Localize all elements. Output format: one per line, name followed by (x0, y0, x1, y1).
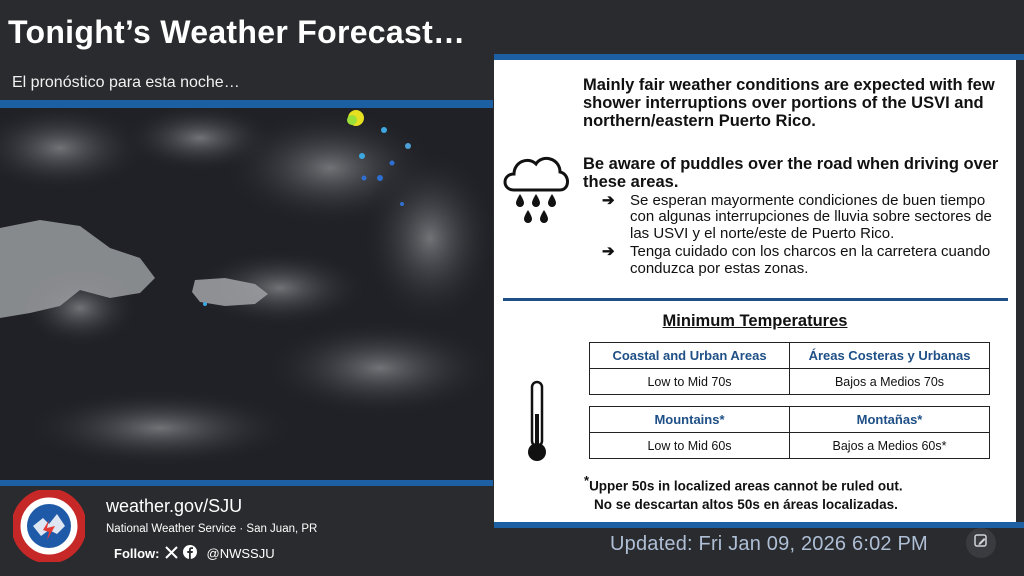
follow-label: Follow: (114, 546, 160, 561)
coastal-header-en: Coastal and Urban Areas (590, 343, 790, 369)
mountain-header-es: Montañas* (790, 407, 990, 433)
nws-logo (13, 490, 85, 562)
edit-button[interactable] (966, 528, 996, 558)
min-temps-title: Minimum Temperatures (662, 312, 848, 330)
forecast-panel (494, 60, 1016, 522)
page-title: Tonight’s Weather Forecast… (8, 14, 466, 50)
social-follow (114, 545, 275, 562)
updated-timestamp: Updated: Fri Jan 09, 2026 6:02 PM (610, 533, 928, 555)
footnote (584, 472, 1004, 514)
coastal-value-es: Bajos a Medios 70s (790, 369, 990, 395)
footnote-mark: * (584, 473, 590, 488)
coastal-temps-table (589, 342, 990, 395)
forecast-lead: Mainly fair weather conditions are expected with few shower interruptions over portions of the USVI and northern/eastern Puerto Rico. (583, 76, 995, 130)
facebook-icon[interactable] (183, 545, 197, 562)
arrow-right-icon: ➔ (602, 192, 615, 209)
mountain-value-es: Bajos a Medios 60s* (790, 433, 990, 459)
edit-icon (973, 533, 989, 554)
list-item (602, 193, 1002, 242)
org-name: National Weather Service · San Juan, PR (106, 523, 318, 535)
mountain-temps-table (589, 406, 990, 459)
mountain-value-en: Low to Mid 60s (590, 433, 790, 459)
website-link[interactable]: weather.gov/SJU (106, 496, 243, 516)
spanish-bullets (602, 193, 1002, 279)
bullet-text: Se esperan mayormente condiciones de buen tiempo con algunas interrupciones de lluvia sobre sectores de las USVI y el norte/este de Puerto Rico. (630, 192, 992, 242)
forecast-advisory: Be aware of puddles over the road when driving over these areas. (583, 155, 999, 191)
accent-band-bottom-right (494, 522, 1024, 528)
footnote-en: Upper 50s in localized areas cannot be ruled out. (589, 478, 903, 494)
section-divider (503, 298, 1008, 301)
footnote-es: No se descartan altos 50s en áreas localizadas. (594, 496, 898, 512)
social-handle[interactable]: @NWSSJU (206, 546, 275, 561)
mountain-header-en: Mountains* (590, 407, 790, 433)
accent-band-bottom (0, 480, 493, 486)
accent-band-top (0, 100, 493, 108)
rain-cloud-icon (498, 148, 572, 233)
x-logo-icon[interactable] (165, 546, 178, 562)
list-item (602, 244, 1002, 277)
coastal-value-en: Low to Mid 70s (590, 369, 790, 395)
coastal-header-es: Áreas Costeras y Urbanas (790, 343, 990, 369)
thermometer-icon (522, 378, 552, 471)
page-subtitle: El pronóstico para esta noche… (12, 74, 240, 91)
bullet-text: Tenga cuidado con los charcos en la carretera cuando conduzca por estas zonas. (630, 243, 991, 277)
satellite-image (0, 108, 493, 480)
arrow-right-icon: ➔ (602, 243, 615, 261)
